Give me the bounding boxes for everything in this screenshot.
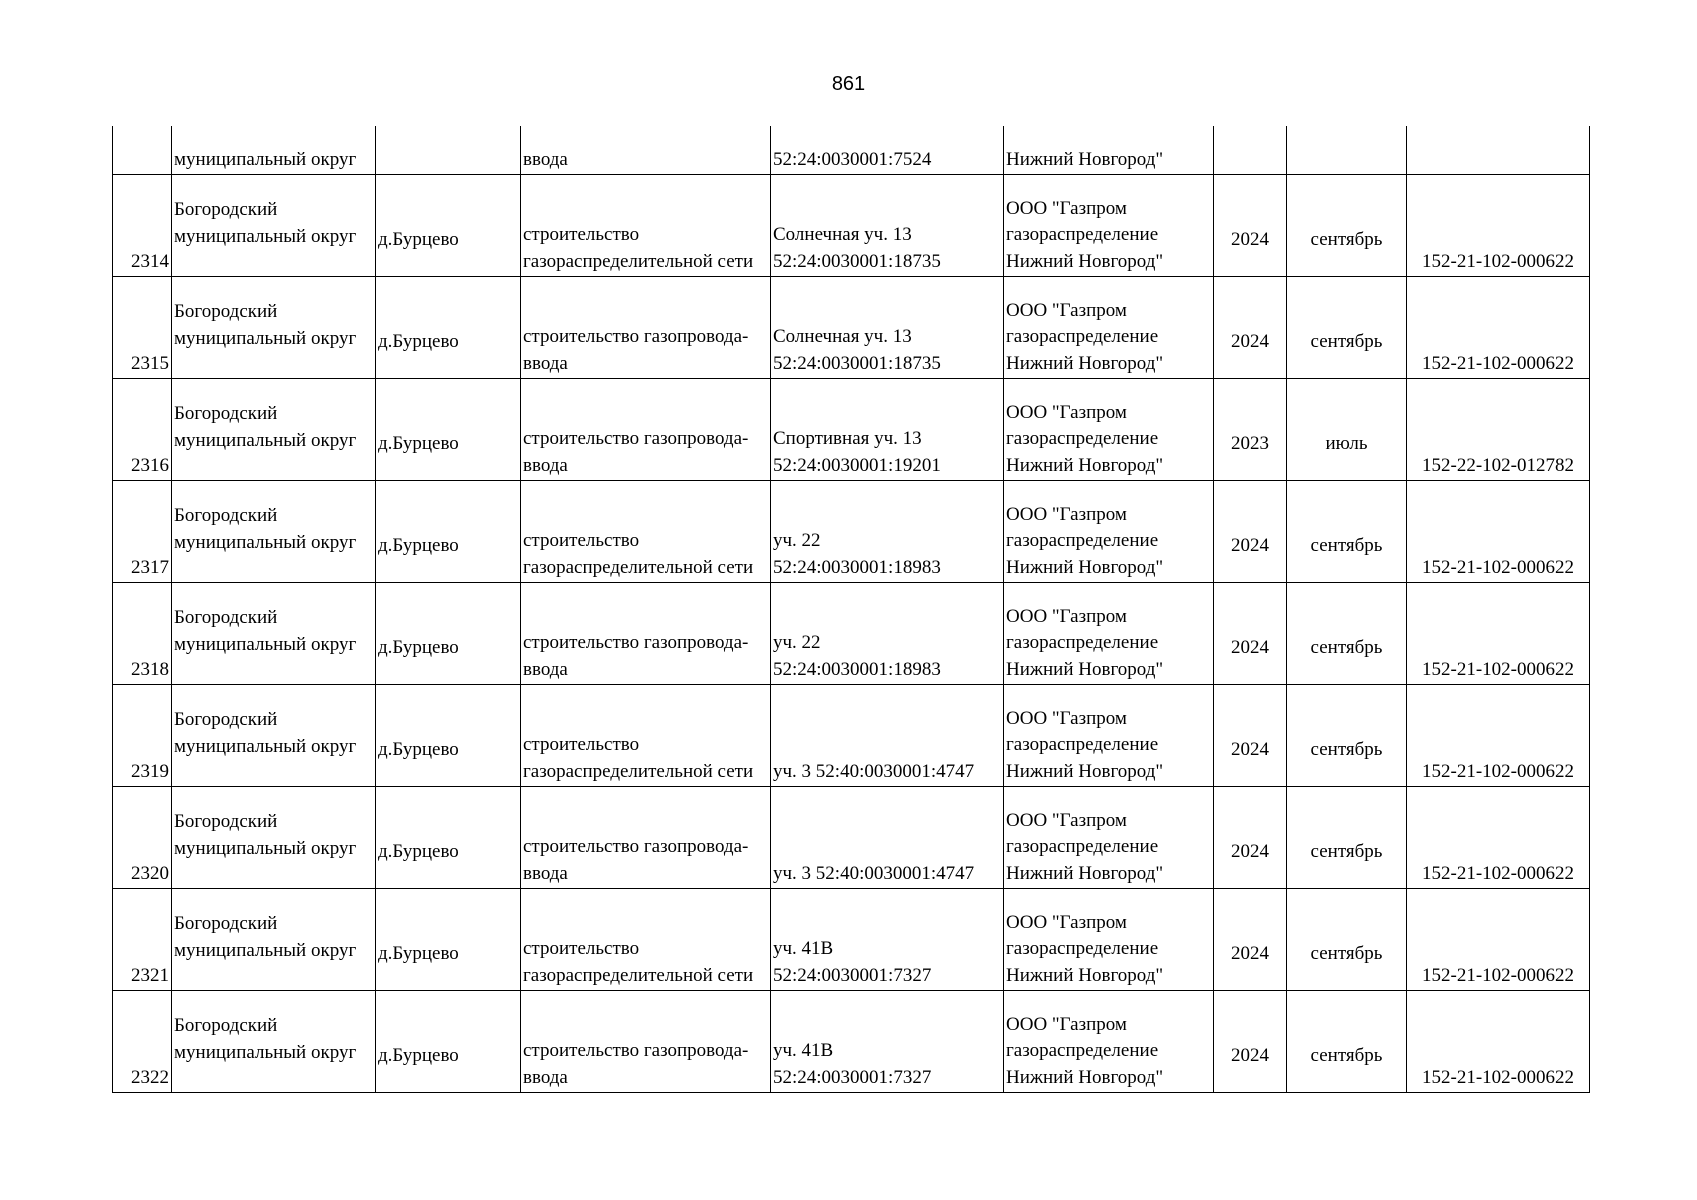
code-cell: 152-21-102-000622: [1407, 786, 1590, 888]
work-line-1: строительство: [523, 734, 640, 756]
year-cell: 2024: [1214, 174, 1287, 276]
district-cell: [172, 786, 376, 888]
year-cell: 2024: [1214, 888, 1287, 990]
settlement-cell: д.Бурцево: [376, 276, 521, 378]
address-line-2: 52:24:0030001:7327: [773, 964, 932, 986]
address-line-2: 52:24:0030001:19201: [773, 454, 941, 476]
code-cell: 152-21-102-000622: [1407, 174, 1590, 276]
work-line-1: строительство газопровода-: [523, 428, 749, 450]
organization-line-3: Нижний Новгород": [1006, 1066, 1164, 1088]
register-table: [112, 126, 1590, 1093]
organization-line-2: газораспределение: [1006, 530, 1159, 552]
work-cell: [521, 786, 771, 888]
row-number-cell: 2320: [113, 786, 172, 888]
row-number-cell: 2321: [113, 888, 172, 990]
work-cell: [521, 888, 771, 990]
address-line-1: уч. 22: [773, 530, 821, 552]
month-cell: сентябрь: [1287, 174, 1407, 276]
code-cell: 152-21-102-000622: [1407, 684, 1590, 786]
address-cell: [771, 888, 1004, 990]
month-cell: [1287, 126, 1407, 174]
district-cell: [172, 480, 376, 582]
settlement-cell: д.Бурцево: [376, 990, 521, 1092]
district-type: муниципальный округ: [174, 940, 357, 961]
organization-line-3: Нижний Новгород": [1006, 556, 1164, 578]
address-line-1: уч. 22: [773, 632, 821, 654]
district-cell: [172, 378, 376, 480]
address-line-2: 52:24:0030001:18983: [773, 556, 941, 578]
district-type: муниципальный округ: [174, 532, 357, 553]
address-line-1: [773, 834, 1001, 861]
work-cell: [521, 990, 771, 1092]
district-name: Богородский: [174, 1015, 278, 1037]
district-name: Богородский: [174, 607, 278, 629]
organization-cell: [1004, 276, 1214, 378]
table-body: [113, 126, 1590, 1092]
address-cell: [771, 378, 1004, 480]
organization-line-3: Нижний Новгород": [1006, 862, 1164, 884]
district-type: муниципальный округ: [174, 328, 357, 349]
address-line-1: уч. 41В: [773, 1040, 834, 1062]
work-line-2: ввода: [523, 658, 568, 680]
code-cell: 152-22-102-012782: [1407, 378, 1590, 480]
organization-line-3: Нижний Новгород": [1006, 658, 1164, 680]
table-row: [113, 684, 1590, 786]
settlement-cell: д.Бурцево: [376, 582, 521, 684]
district-cell: [172, 582, 376, 684]
work-line-1: строительство газопровода-: [523, 326, 749, 348]
address-cell: [771, 480, 1004, 582]
month-cell: сентябрь: [1287, 684, 1407, 786]
organization-line-1: ООО "Газпром: [1006, 299, 1127, 321]
organization-line-1: ООО "Газпром: [1006, 1013, 1127, 1035]
organization-cell: Нижний Новгород": [1004, 126, 1214, 174]
district-cell: [172, 174, 376, 276]
work-line-1: строительство: [523, 224, 640, 246]
settlement-cell: [376, 126, 521, 174]
month-cell: сентябрь: [1287, 888, 1407, 990]
organization-line-3: Нижний Новгород": [1006, 760, 1164, 782]
work-cell: [521, 582, 771, 684]
organization-line-2: газораспределение: [1006, 224, 1159, 246]
table-row: [113, 480, 1590, 582]
organization-cell: [1004, 786, 1214, 888]
continuation-row: [113, 126, 1590, 174]
address-line-1: Солнечная уч. 13: [773, 326, 912, 348]
district-cell: [172, 684, 376, 786]
address-line-2: уч. 3 52:40:0030001:4747: [773, 862, 975, 884]
address-cell: [771, 582, 1004, 684]
code-cell: 152-21-102-000622: [1407, 990, 1590, 1092]
organization-cell: [1004, 684, 1214, 786]
district-type: муниципальный округ: [174, 430, 357, 451]
table-row: [113, 582, 1590, 684]
row-number-cell: 2322: [113, 990, 172, 1092]
work-line-1: строительство: [523, 530, 640, 552]
code-cell: 152-21-102-000622: [1407, 480, 1590, 582]
work-line-1: строительство газопровода-: [523, 1040, 749, 1062]
work-line-2: газораспределительной сети: [523, 760, 754, 782]
work-cell: [521, 276, 771, 378]
address-line-2: уч. 3 52:40:0030001:4747: [773, 760, 975, 782]
district-type: муниципальный округ: [174, 1042, 357, 1063]
settlement-cell: д.Бурцево: [376, 786, 521, 888]
organization-line-1: ООО "Газпром: [1006, 605, 1127, 627]
code-cell: 152-21-102-000622: [1407, 276, 1590, 378]
table-row: [113, 276, 1590, 378]
settlement-cell: д.Бурцево: [376, 684, 521, 786]
organization-line-2: газораспределение: [1006, 1040, 1159, 1062]
work-line-1: строительство газопровода-: [523, 836, 749, 858]
address-cell: [771, 684, 1004, 786]
organization-cell: [1004, 990, 1214, 1092]
table-row: [113, 378, 1590, 480]
work-line-1: строительство: [523, 938, 640, 960]
year-cell: 2023: [1214, 378, 1287, 480]
work-line-2: газораспределительной сети: [523, 556, 754, 578]
year-cell: 2024: [1214, 582, 1287, 684]
address-line-2: 52:24:0030001:7327: [773, 1066, 932, 1088]
organization-line-2: газораспределение: [1006, 326, 1159, 348]
organization-line-1: ООО "Газпром: [1006, 911, 1127, 933]
organization-line-2: газораспределение: [1006, 938, 1159, 960]
row-number-cell: [113, 126, 172, 174]
organization-cell: [1004, 480, 1214, 582]
settlement-cell: д.Бурцево: [376, 378, 521, 480]
district-cell: [172, 888, 376, 990]
organization-line-1: ООО "Газпром: [1006, 503, 1127, 525]
settlement-cell: д.Бурцево: [376, 888, 521, 990]
work-cell: [521, 378, 771, 480]
district-name: Богородский: [174, 709, 278, 731]
district-type: муниципальный округ: [174, 226, 357, 247]
organization-line-1: ООО "Газпром: [1006, 197, 1127, 219]
row-number-cell: 2316: [113, 378, 172, 480]
organization-line-3: Нижний Новгород": [1006, 964, 1164, 986]
row-number-cell: 2317: [113, 480, 172, 582]
code-cell: 152-21-102-000622: [1407, 582, 1590, 684]
year-cell: [1214, 126, 1287, 174]
year-cell: 2024: [1214, 786, 1287, 888]
work-line-2: газораспределительной сети: [523, 250, 754, 272]
work-cell: [521, 174, 771, 276]
year-cell: 2024: [1214, 684, 1287, 786]
table-row: [113, 990, 1590, 1092]
organization-line-2: газораспределение: [1006, 632, 1159, 654]
organization-cell: [1004, 888, 1214, 990]
district-cell: муниципальный округ: [172, 126, 376, 174]
code-cell: 152-21-102-000622: [1407, 888, 1590, 990]
district-name: Богородский: [174, 403, 278, 425]
address-line-2: 52:24:0030001:18735: [773, 352, 941, 374]
table-row: [113, 786, 1590, 888]
organization-line-1: ООО "Газпром: [1006, 809, 1127, 831]
district-cell: [172, 990, 376, 1092]
work-line-2: ввода: [523, 454, 568, 476]
address-cell: [771, 276, 1004, 378]
row-number-cell: 2318: [113, 582, 172, 684]
month-cell: сентябрь: [1287, 990, 1407, 1092]
table-row: [113, 888, 1590, 990]
month-cell: июль: [1287, 378, 1407, 480]
organization-line-2: газораспределение: [1006, 428, 1159, 450]
district-name: Богородский: [174, 199, 278, 221]
address-line-1: Спортивная уч. 13: [773, 428, 922, 450]
organization-line-3: Нижний Новгород": [1006, 352, 1164, 374]
work-line-2: газораспределительной сети: [523, 964, 754, 986]
year-cell: 2024: [1214, 990, 1287, 1092]
address-cell: [771, 990, 1004, 1092]
month-cell: сентябрь: [1287, 480, 1407, 582]
district-type: муниципальный округ: [174, 634, 357, 655]
organization-line-3: Нижний Новгород": [1006, 250, 1164, 272]
address-line-2: 52:24:0030001:18735: [773, 250, 941, 272]
district-name: Богородский: [174, 301, 278, 323]
month-cell: сентябрь: [1287, 786, 1407, 888]
organization-line-3: Нижний Новгород": [1006, 454, 1164, 476]
district-name: Богородский: [174, 811, 278, 833]
work-cell: [521, 684, 771, 786]
organization-line-2: газораспределение: [1006, 734, 1159, 756]
work-line-2: ввода: [523, 862, 568, 884]
organization-line-2: газораспределение: [1006, 836, 1159, 858]
address-cell: [771, 786, 1004, 888]
month-cell: сентябрь: [1287, 276, 1407, 378]
row-number-cell: 2315: [113, 276, 172, 378]
district-cell: [172, 276, 376, 378]
row-number-cell: 2314: [113, 174, 172, 276]
work-cell: [521, 480, 771, 582]
organization-line-1: ООО "Газпром: [1006, 707, 1127, 729]
district-name: Богородский: [174, 913, 278, 935]
address-cell: 52:24:0030001:7524: [771, 126, 1004, 174]
district-type: муниципальный округ: [174, 736, 357, 757]
work-line-1: строительство газопровода-: [523, 632, 749, 654]
settlement-cell: д.Бурцево: [376, 480, 521, 582]
address-line-1: уч. 41В: [773, 938, 834, 960]
code-cell: [1407, 126, 1590, 174]
address-line-2: 52:24:0030001:18983: [773, 658, 941, 680]
row-number-cell: 2319: [113, 684, 172, 786]
year-cell: 2024: [1214, 276, 1287, 378]
table-row: [113, 174, 1590, 276]
district-name: Богородский: [174, 505, 278, 527]
organization-line-1: ООО "Газпром: [1006, 401, 1127, 423]
work-line-2: ввода: [523, 352, 568, 374]
district-type: муниципальный округ: [174, 838, 357, 859]
organization-cell: [1004, 582, 1214, 684]
address-cell: [771, 174, 1004, 276]
page-number: 861: [831, 73, 866, 95]
month-cell: сентябрь: [1287, 582, 1407, 684]
work-line-2: ввода: [523, 1066, 568, 1088]
work-cell: ввода: [521, 126, 771, 174]
organization-cell: [1004, 174, 1214, 276]
address-line-1: [773, 732, 1001, 759]
address-line-1: Солнечная уч. 13: [773, 224, 912, 246]
settlement-cell: д.Бурцево: [376, 174, 521, 276]
year-cell: 2024: [1214, 480, 1287, 582]
organization-cell: [1004, 378, 1214, 480]
